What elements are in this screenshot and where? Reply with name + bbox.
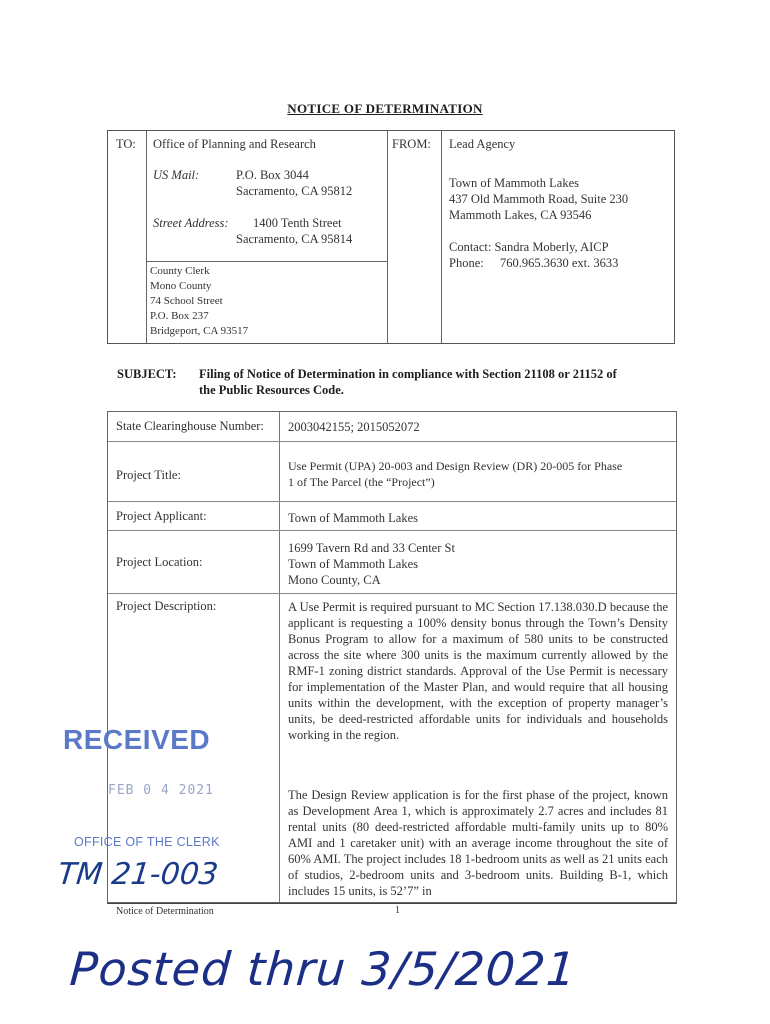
county-line: P.O. Box 237: [150, 310, 209, 322]
from-label: FROM:: [392, 137, 431, 151]
handwritten-tm-number: TM 21-003: [56, 857, 220, 892]
description-paragraph: A Use Permit is required pursuant to MC Section 17.138.030.D because the applicant is requesting a 100% density bonus through the Town’s Density Bonus Program to allow for a maximum of 580 units to be constructed across the site where 300 units is the maximum currently allowed by the RMF-1 zoning district standards. Approval of the Use Permit is necessary for implementation of the Master Plan, and would require that all housing units within the development, with the exception of property manager’s units, be deed-restricted affordable units for individuals and households working in the region.: [288, 600, 668, 742]
location-value: [288, 540, 668, 588]
description-paragraph: The Design Review application is for the first phase of the project, known as Development Area 1, which is approximately 2.7 acres and includes 81 rental units (80 deed-restricted affordable multi-family units up to 80% AMI and 1 caretaker unit) with an average income throughout the site of 60% AMI. The project includes 18 1-bedroom units as well as 21 units each of studios, 2-bedroom units and 3-bedroom units. Building B-1, which includes 15 units, is 52’7” in: [288, 788, 668, 898]
project-title-line: 1 of The Parcel (the “Project”): [288, 475, 435, 489]
clearinghouse-label: State Clearinghouse Number:: [116, 419, 264, 433]
column-divider: [279, 412, 280, 902]
phone-value: 760.965.3630 ext. 3633: [500, 256, 619, 270]
phone-label: Phone:: [449, 256, 484, 270]
from-address-line: Town of Mammoth Lakes: [449, 176, 580, 190]
subject-line2: the Public Resources Code.: [199, 383, 344, 397]
row-divider: [108, 530, 676, 531]
location-line: Mono County, CA: [288, 573, 381, 587]
street-line1: 1400 Tenth Street: [253, 216, 342, 230]
location-line: Town of Mammoth Lakes: [288, 557, 419, 571]
location-label: Project Location:: [116, 555, 203, 569]
from-agency: Lead Agency: [449, 137, 516, 151]
from-address-line: 437 Old Mammoth Road, Suite 230: [449, 192, 629, 206]
project-title-line: Use Permit (UPA) 20-003 and Design Review (DR) 20-005 for Phase: [288, 459, 623, 473]
street-line2: Sacramento, CA 95814: [236, 232, 353, 246]
received-date-stamp: FEB 0 4 2021: [108, 783, 214, 798]
subject-line1: Filing of Notice of Determination in compliance with Section 21108 or 21152 of: [199, 367, 617, 381]
document-title: NOTICE OF DETERMINATION: [287, 101, 483, 116]
applicant-label: Project Applicant:: [116, 509, 207, 523]
contact: Contact: Sandra Moberly, AICP: [449, 240, 609, 254]
street-label: Street Address:: [153, 216, 229, 230]
subject-text: [199, 366, 669, 398]
to-from-divider: [387, 131, 388, 343]
clearinghouse-value: 2003042155; 2015052072: [288, 420, 420, 434]
row-divider: [108, 441, 676, 442]
from-label-divider: [441, 131, 442, 343]
received-stamp: RECEIVED: [63, 724, 211, 755]
footer-rule: [107, 903, 677, 904]
to-office: Office of Planning and Research: [153, 137, 316, 151]
subject-label: SUBJECT:: [117, 367, 177, 381]
us-mail-line1: P.O. Box 3044: [236, 168, 309, 182]
handwritten-posted-note: Posted thru 3/5/2021: [68, 942, 579, 996]
details-table: [107, 411, 677, 903]
to-label-divider: [146, 131, 147, 343]
from-address-line: Mammoth Lakes, CA 93546: [449, 208, 592, 222]
row-divider: [108, 501, 676, 502]
county-divider: [146, 261, 387, 262]
us-mail-label: US Mail:: [153, 168, 200, 182]
office-of-clerk-stamp: OFFICE OF THE CLERK: [74, 835, 220, 849]
location-line: 1699 Tavern Rd and 33 Center St: [288, 541, 455, 555]
to-from-box: [107, 130, 675, 344]
page-number: 1: [395, 905, 400, 916]
applicant-value: Town of Mammoth Lakes: [288, 511, 419, 525]
county-line: Mono County: [150, 280, 212, 292]
county-line: County Clerk: [150, 265, 210, 277]
project-title-value: [288, 458, 668, 490]
description-label: Project Description:: [116, 599, 217, 613]
to-label: TO:: [116, 137, 136, 151]
footer-label: Notice of Determination: [116, 906, 214, 917]
project-title-label: Project Title:: [116, 468, 181, 482]
us-mail-line2: Sacramento, CA 95812: [236, 184, 353, 198]
row-divider: [108, 593, 676, 594]
county-line: Bridgeport, CA 93517: [150, 325, 249, 337]
county-line: 74 School Street: [150, 295, 223, 307]
